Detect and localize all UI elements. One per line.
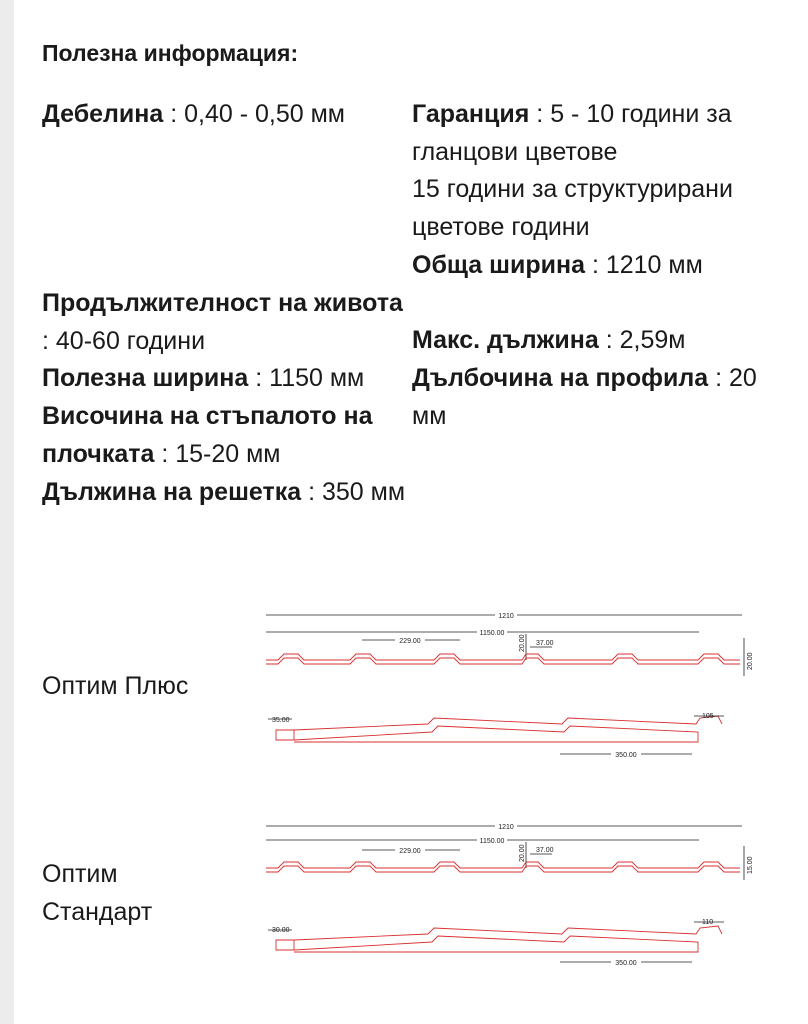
spec-value: 5 - 10 години за гланцови цветове bbox=[412, 100, 732, 166]
dim-depth: 20.00 bbox=[747, 652, 754, 670]
dim-left-step: 30.00 bbox=[272, 927, 290, 934]
spec-separator: : bbox=[598, 326, 620, 355]
spec-value: 350 мм bbox=[322, 477, 406, 506]
product-name-optim-plus: Оптим Плюс bbox=[42, 672, 189, 700]
spec-separator: : bbox=[154, 439, 176, 468]
spec-warranty-extra: 15 години за структурирани цветове години bbox=[412, 175, 733, 242]
spec-label: Дебелина bbox=[42, 100, 164, 128]
specs-left-column bbox=[42, 96, 412, 511]
dim-total-width: 1210 bbox=[498, 824, 514, 831]
spec-value: 1150 мм bbox=[269, 364, 365, 393]
page-title: Полезна информация: bbox=[42, 40, 299, 66]
dim-total-width: 1210 bbox=[498, 613, 514, 620]
spec-value: 40-60 години bbox=[55, 326, 206, 355]
spec-max-length bbox=[412, 322, 792, 360]
dim-useful-width: 1150.00 bbox=[479, 838, 505, 845]
spec-separator: : bbox=[301, 477, 322, 506]
spec-warranty bbox=[412, 96, 782, 171]
dim-step-height: 20.00 bbox=[519, 844, 526, 862]
profile-drawing-optim-plus bbox=[262, 604, 756, 774]
spec-label: Обща ширина bbox=[412, 250, 585, 279]
spec-separator: : bbox=[163, 100, 185, 128]
spec-separator: : bbox=[248, 364, 270, 393]
dim-pitch: 229.00 bbox=[399, 848, 421, 855]
spec-label: Полезна ширина bbox=[42, 364, 249, 393]
dim-useful-width: 1150.00 bbox=[479, 630, 505, 637]
spec-value: 20 мм bbox=[412, 363, 757, 430]
spec-label: Дължина на решетка bbox=[42, 477, 302, 506]
spec-value: 15-20 мм bbox=[175, 439, 281, 468]
dim-pitch: 229.00 bbox=[399, 638, 421, 645]
spec-step-height bbox=[42, 398, 412, 473]
dim-depth: 15.00 bbox=[747, 856, 754, 874]
product-name-optim-standard: Оптим Стандарт bbox=[42, 860, 153, 926]
spec-total-width bbox=[412, 247, 792, 322]
spec-value: 2,59м bbox=[619, 326, 686, 355]
dim-overlap: 110 bbox=[702, 919, 714, 926]
spec-lifespan bbox=[42, 285, 412, 360]
spec-separator: : bbox=[42, 326, 56, 355]
spec-separator: : bbox=[585, 250, 606, 279]
spec-useful-width bbox=[42, 360, 412, 398]
spec-value: 1210 мм bbox=[605, 250, 703, 279]
spec-label: Продължителност на живота bbox=[42, 289, 403, 317]
spec-grid-length bbox=[42, 474, 412, 512]
spec-label: Макс. дължина bbox=[412, 326, 599, 355]
spec-label: Дълбочина на профила bbox=[412, 363, 709, 392]
dim-crest: 37.00 bbox=[536, 847, 554, 854]
left-edge-strip bbox=[0, 0, 14, 1024]
specs-right-column bbox=[412, 96, 792, 435]
dim-overlap: 105 bbox=[702, 713, 714, 720]
dim-grid-length: 350.00 bbox=[615, 960, 637, 967]
spec-separator: : bbox=[708, 363, 729, 392]
spec-separator: : bbox=[529, 100, 551, 128]
spec-thickness bbox=[42, 96, 412, 285]
dim-left-step: 35.00 bbox=[272, 717, 290, 724]
dim-crest: 37.00 bbox=[536, 640, 554, 647]
spec-profile-depth bbox=[412, 360, 792, 435]
profile-drawing-optim-standard bbox=[262, 816, 756, 986]
dim-step-height: 20.00 bbox=[519, 634, 526, 652]
dim-grid-length: 350.00 bbox=[615, 752, 637, 759]
spec-label: Височина на стъпалото на плочката bbox=[42, 402, 373, 468]
spec-label: Гаранция bbox=[412, 100, 530, 128]
spec-value: 0,40 - 0,50 мм bbox=[184, 100, 345, 128]
